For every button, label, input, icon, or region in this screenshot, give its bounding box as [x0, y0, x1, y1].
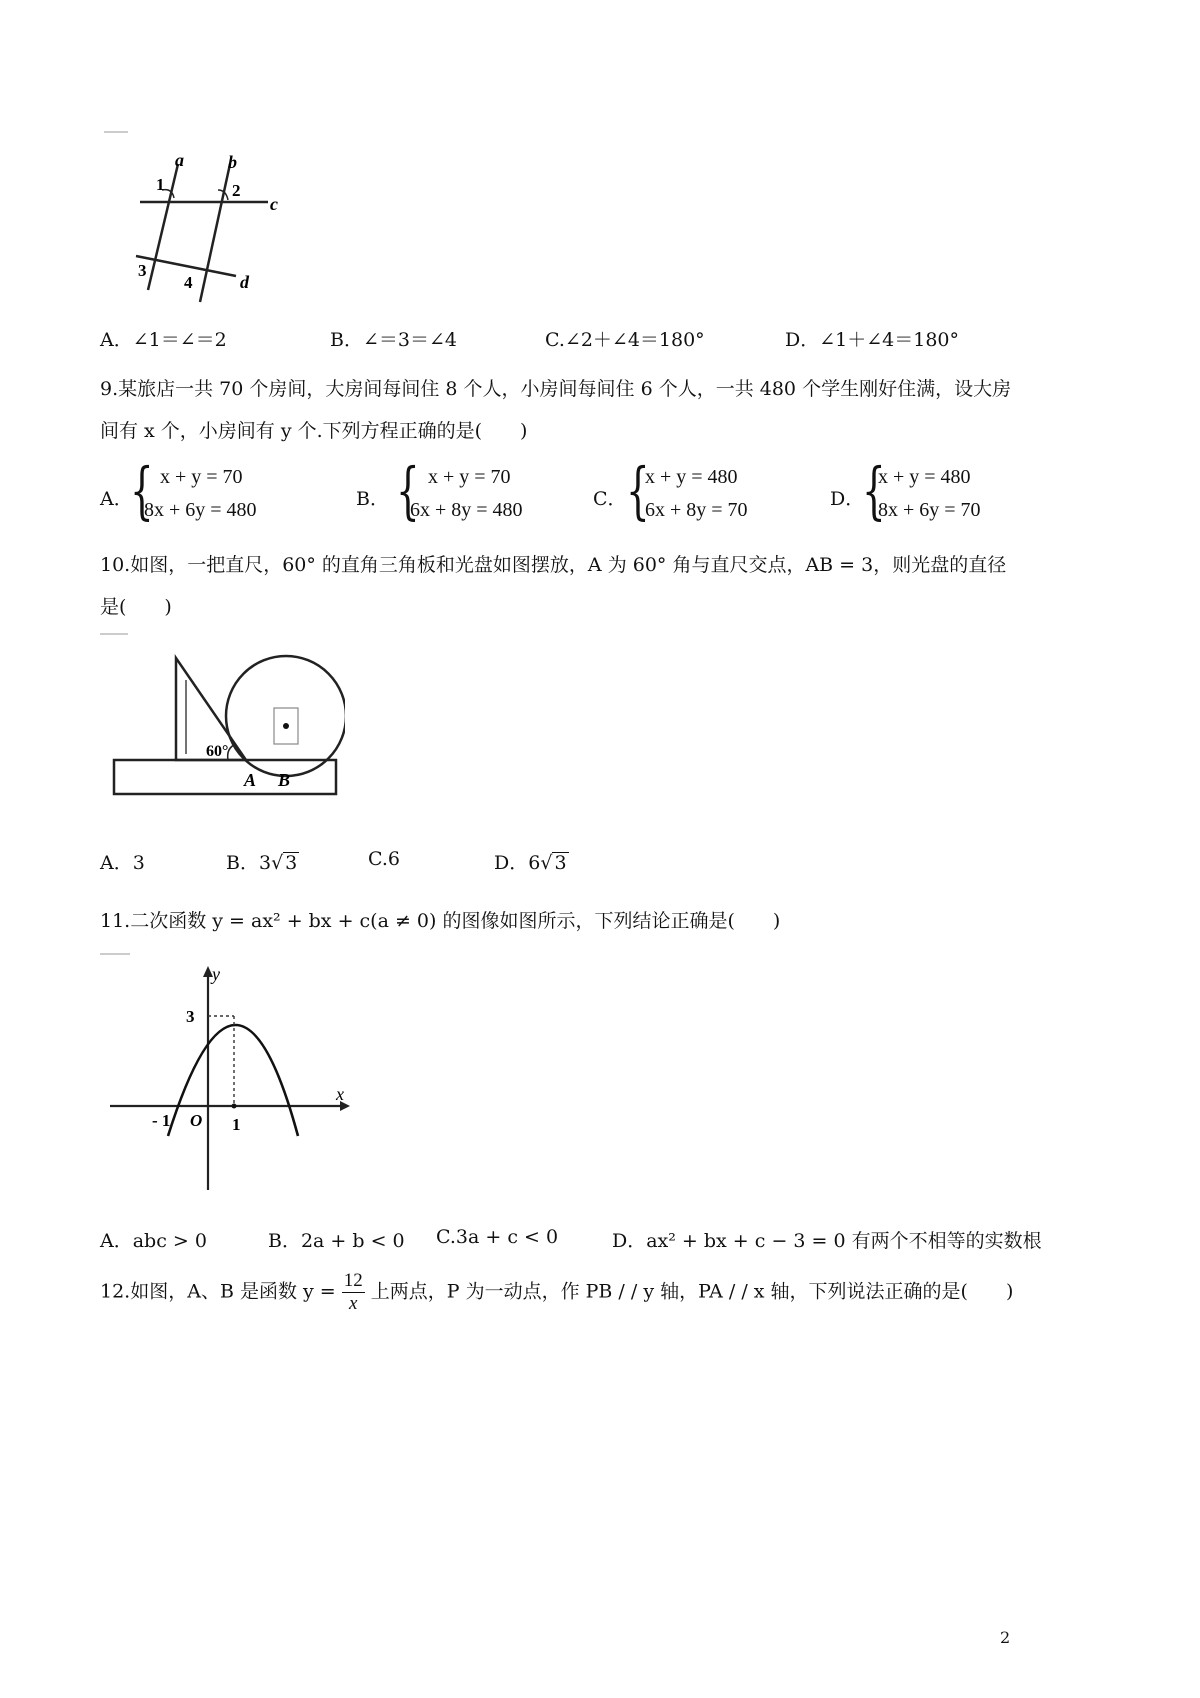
sqrt-icon: √	[271, 852, 284, 874]
q9-option-label: B．	[356, 488, 389, 510]
q8-label-c: c	[270, 194, 278, 214]
q9-option-label: C．	[593, 488, 627, 510]
disc-center	[283, 723, 289, 729]
page-number: 2	[1000, 1628, 1011, 1647]
q11-option-d: D．ax² + bx + c − 3 = 0 有两个不相等的实数根	[612, 1230, 1042, 1252]
q10-option-d-radicand: 3	[554, 852, 567, 874]
q10-option-b	[226, 848, 299, 875]
q10-figure	[100, 630, 345, 820]
q9-stem-line2: 间有 x 个，小房间有 y 个.下列方程正确的是( )	[100, 420, 528, 442]
brace-icon: {	[626, 454, 650, 527]
q8-option-a: A．∠1＝∠＝2	[100, 329, 227, 351]
q10-angle-label: 60°	[206, 743, 229, 760]
brace-icon: {	[396, 454, 420, 527]
disc	[226, 656, 345, 776]
q11-label-3: 3	[186, 1007, 195, 1026]
q11-label-neg1: - 1	[152, 1111, 171, 1130]
brace-icon: {	[862, 454, 886, 527]
q8-label-2: 2	[232, 181, 241, 200]
q10-option-c: C.6	[368, 848, 400, 870]
q10-option-d-coef: D．6	[494, 852, 541, 874]
brace-icon: {	[130, 454, 154, 527]
q8-label-d: d	[240, 272, 249, 292]
q8-figure	[100, 128, 300, 328]
q8-label-3: 3	[138, 261, 147, 280]
q12-fraction-numerator: 12	[343, 1270, 363, 1291]
q8-label-4: 4	[184, 273, 193, 292]
q8-option-c: C.∠2＋∠4＝180°	[545, 329, 705, 351]
q8-label-b: b	[228, 152, 237, 172]
q12-stem-post: 上两点，P 为一动点，作 PB / / y 轴，PA / / x 轴，下列说法正确的是( )	[370, 1280, 1014, 1303]
q8-option-d: D．∠1＋∠4＝180°	[785, 329, 960, 351]
q11-label-x: x	[336, 1084, 344, 1104]
q12-stem	[100, 1270, 1013, 1315]
q10-stem-line1: 10.如图，一把直尺，60° 的直角三角板和光盘如图摆放，A 为 60° 角与直尺交点，AB = 3，则光盘的直径	[100, 554, 1007, 576]
q9-eq2: 8x + 6y = 70	[878, 499, 981, 521]
q10-option-a: A．3	[100, 852, 145, 874]
q9-eq1: x + y = 70	[428, 466, 511, 488]
q8-option-b: B．∠＝3＝∠4	[330, 329, 457, 351]
line-b	[200, 164, 230, 302]
q8-label-a: a	[175, 150, 184, 170]
q12-stem-pre: 12.如图，A、B 是函数 y =	[100, 1280, 336, 1303]
q11-label-o: O	[190, 1111, 203, 1130]
q11-option-b: B．2a + b < 0	[268, 1230, 405, 1252]
q9-eq1: x + y = 70	[160, 466, 243, 488]
q9-eq2: 6x + 8y = 480	[410, 499, 523, 521]
q9-eq1: x + y = 480	[878, 466, 971, 488]
q12-fraction-denominator: x	[349, 1293, 358, 1314]
q10-label-a: A	[244, 770, 257, 790]
q9-option-label: D．	[830, 488, 865, 510]
q11-option-a: A．abc > 0	[100, 1230, 207, 1252]
tick-point	[232, 1104, 237, 1109]
q9-eq1: x + y = 480	[645, 466, 738, 488]
ruler	[114, 760, 336, 794]
q9-eq2: 8x + 6y = 480	[144, 499, 257, 521]
q10-option-b-radicand: 3	[285, 852, 298, 874]
q11-stem: 11.二次函数 y = ax² + bx + c(a ≠ 0) 的图像如图所示，下列结论正确是( )	[100, 910, 781, 932]
q8-label-1: 1	[156, 175, 165, 194]
q10-option-d	[494, 848, 569, 875]
q9-eq2: 6x + 8y = 70	[645, 499, 748, 521]
q10-label-b: B	[278, 770, 291, 790]
q9-stem-line1: 9.某旅店一共 70 个房间，大房间每间住 8 个人，小房间每间住 6 个人，一共 480 个学生刚好住满，设大房	[100, 378, 1012, 400]
q10-stem-line2: 是( )	[100, 596, 172, 618]
sqrt-icon: √	[540, 852, 553, 874]
q12-fraction	[342, 1270, 365, 1315]
q11-label-1: 1	[232, 1115, 241, 1134]
q9-option-label: A．	[100, 488, 133, 510]
q10-option-b-coef: B．3	[226, 852, 272, 874]
q11-figure	[100, 950, 360, 1200]
q11-option-c: C.3a + c < 0	[436, 1226, 559, 1248]
q11-label-y: y	[212, 964, 220, 984]
